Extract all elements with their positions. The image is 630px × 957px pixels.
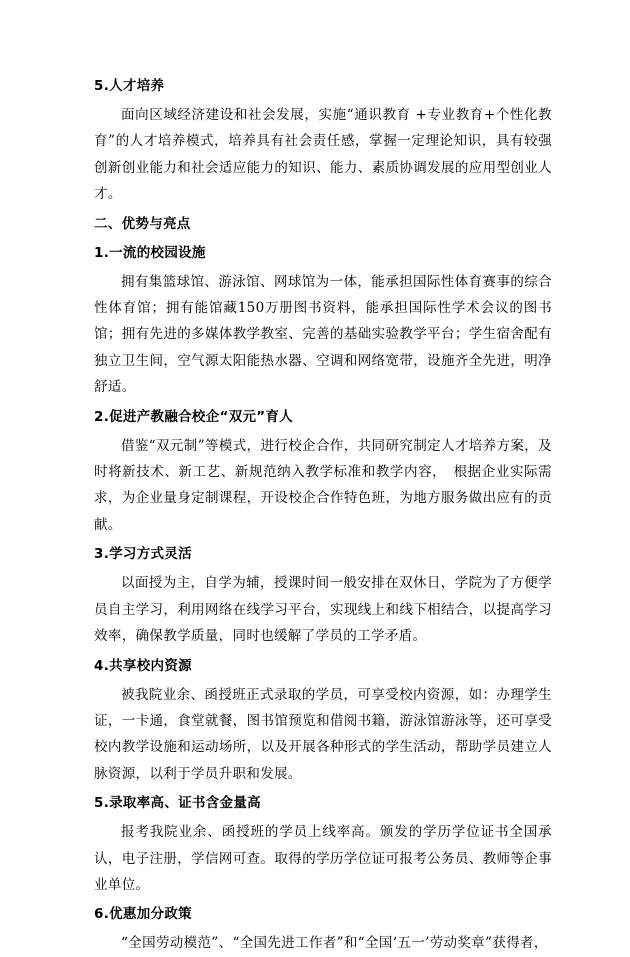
document-body	[94, 73, 552, 957]
section-paragraph-talent-cultivation: 面向区域经济建设和社会发展，实施“通识教育 +专业教育+个性化教育”的人才培养模式，培养具有社会责任感，掌握一定理论知识，具有较强创新创业能力和社会适应能力的知识、能力、素质协调发展的应用型创业人才。	[94, 107, 552, 203]
section-heading-shared-resources: 4.共享校内资源	[94, 657, 192, 674]
section-heading-talent-cultivation: 5.人才培养	[94, 78, 165, 94]
section-heading-admission-certificate: 5.录取率高、证书含金量高	[94, 795, 261, 812]
section-paragraph-campus-facilities: 拥有集篮球馆、游泳馆、网球馆为一体，能承担国际性体育赛事的综合性体育馆；拥有能馆藏150万册图书资料，能承担国际性学术会议的图书馆；拥有先进的多媒体教学教室、完善的基础实验教学平台；学生宿舍配有独立卫生间，空气源太阳能热水器、空调和网络宽带，设施齐全先进，明净舒适。	[94, 273, 552, 396]
section-heading-industry-education: 2.促进产教融合校企“双元”育人	[94, 408, 294, 425]
section-paragraph-bonus-policy: “全国劳动模范”、“全国先进工作者”和“全国‘五一’劳动奖章”获得者，	[121, 935, 548, 952]
section-heading-flexible-learning: 3.学习方式灵活	[94, 546, 192, 563]
section-heading-bonus-policy: 6.优惠加分政策	[94, 906, 192, 923]
section-paragraph-flexible-learning: 以面授为主，自学为辅，授课时间一般安排在双休日，学院为了方便学员自主学习，利用网络在线学习平台，实现线上和线下相结合，以提高学习效率，确保教学质量，同时也缓解了学员的工学矛盾。	[94, 575, 552, 645]
section-heading-advantages: 二、优势与亮点	[94, 215, 191, 232]
section-paragraph-admission-certificate: 报考我院业余、函授班的学员上线率高。颁发的学历学位证书全国承认，电子注册，学信网可查。取得的学历学位证可报考公务员、教师等企事业单位。	[94, 824, 552, 893]
section-paragraph-industry-education: 借鉴“双元制”等模式，进行校企合作，共同研究制定人才培养方案，及时将新技术、新工艺、新规范纳入教学标准和教学内容， 根据企业实际需求，为企业量身定制课程，开设校企合作特色班，为地方服务做出应有的贡献。	[94, 437, 552, 533]
section-paragraph-shared-resources: 被我院业余、函授班正式录取的学员，可享受校内资源，如：办理学生证，一卡通，食堂就餐，图书馆预览和借阅书籍，游泳馆游泳等，还可享受校内教学设施和运动场所，以及开展各种形式的学生活动，帮助学员建立人脉资源，以利于学员升职和发展。	[94, 686, 552, 782]
section-heading-campus-facilities: 1.一流的校园设施	[94, 244, 206, 261]
